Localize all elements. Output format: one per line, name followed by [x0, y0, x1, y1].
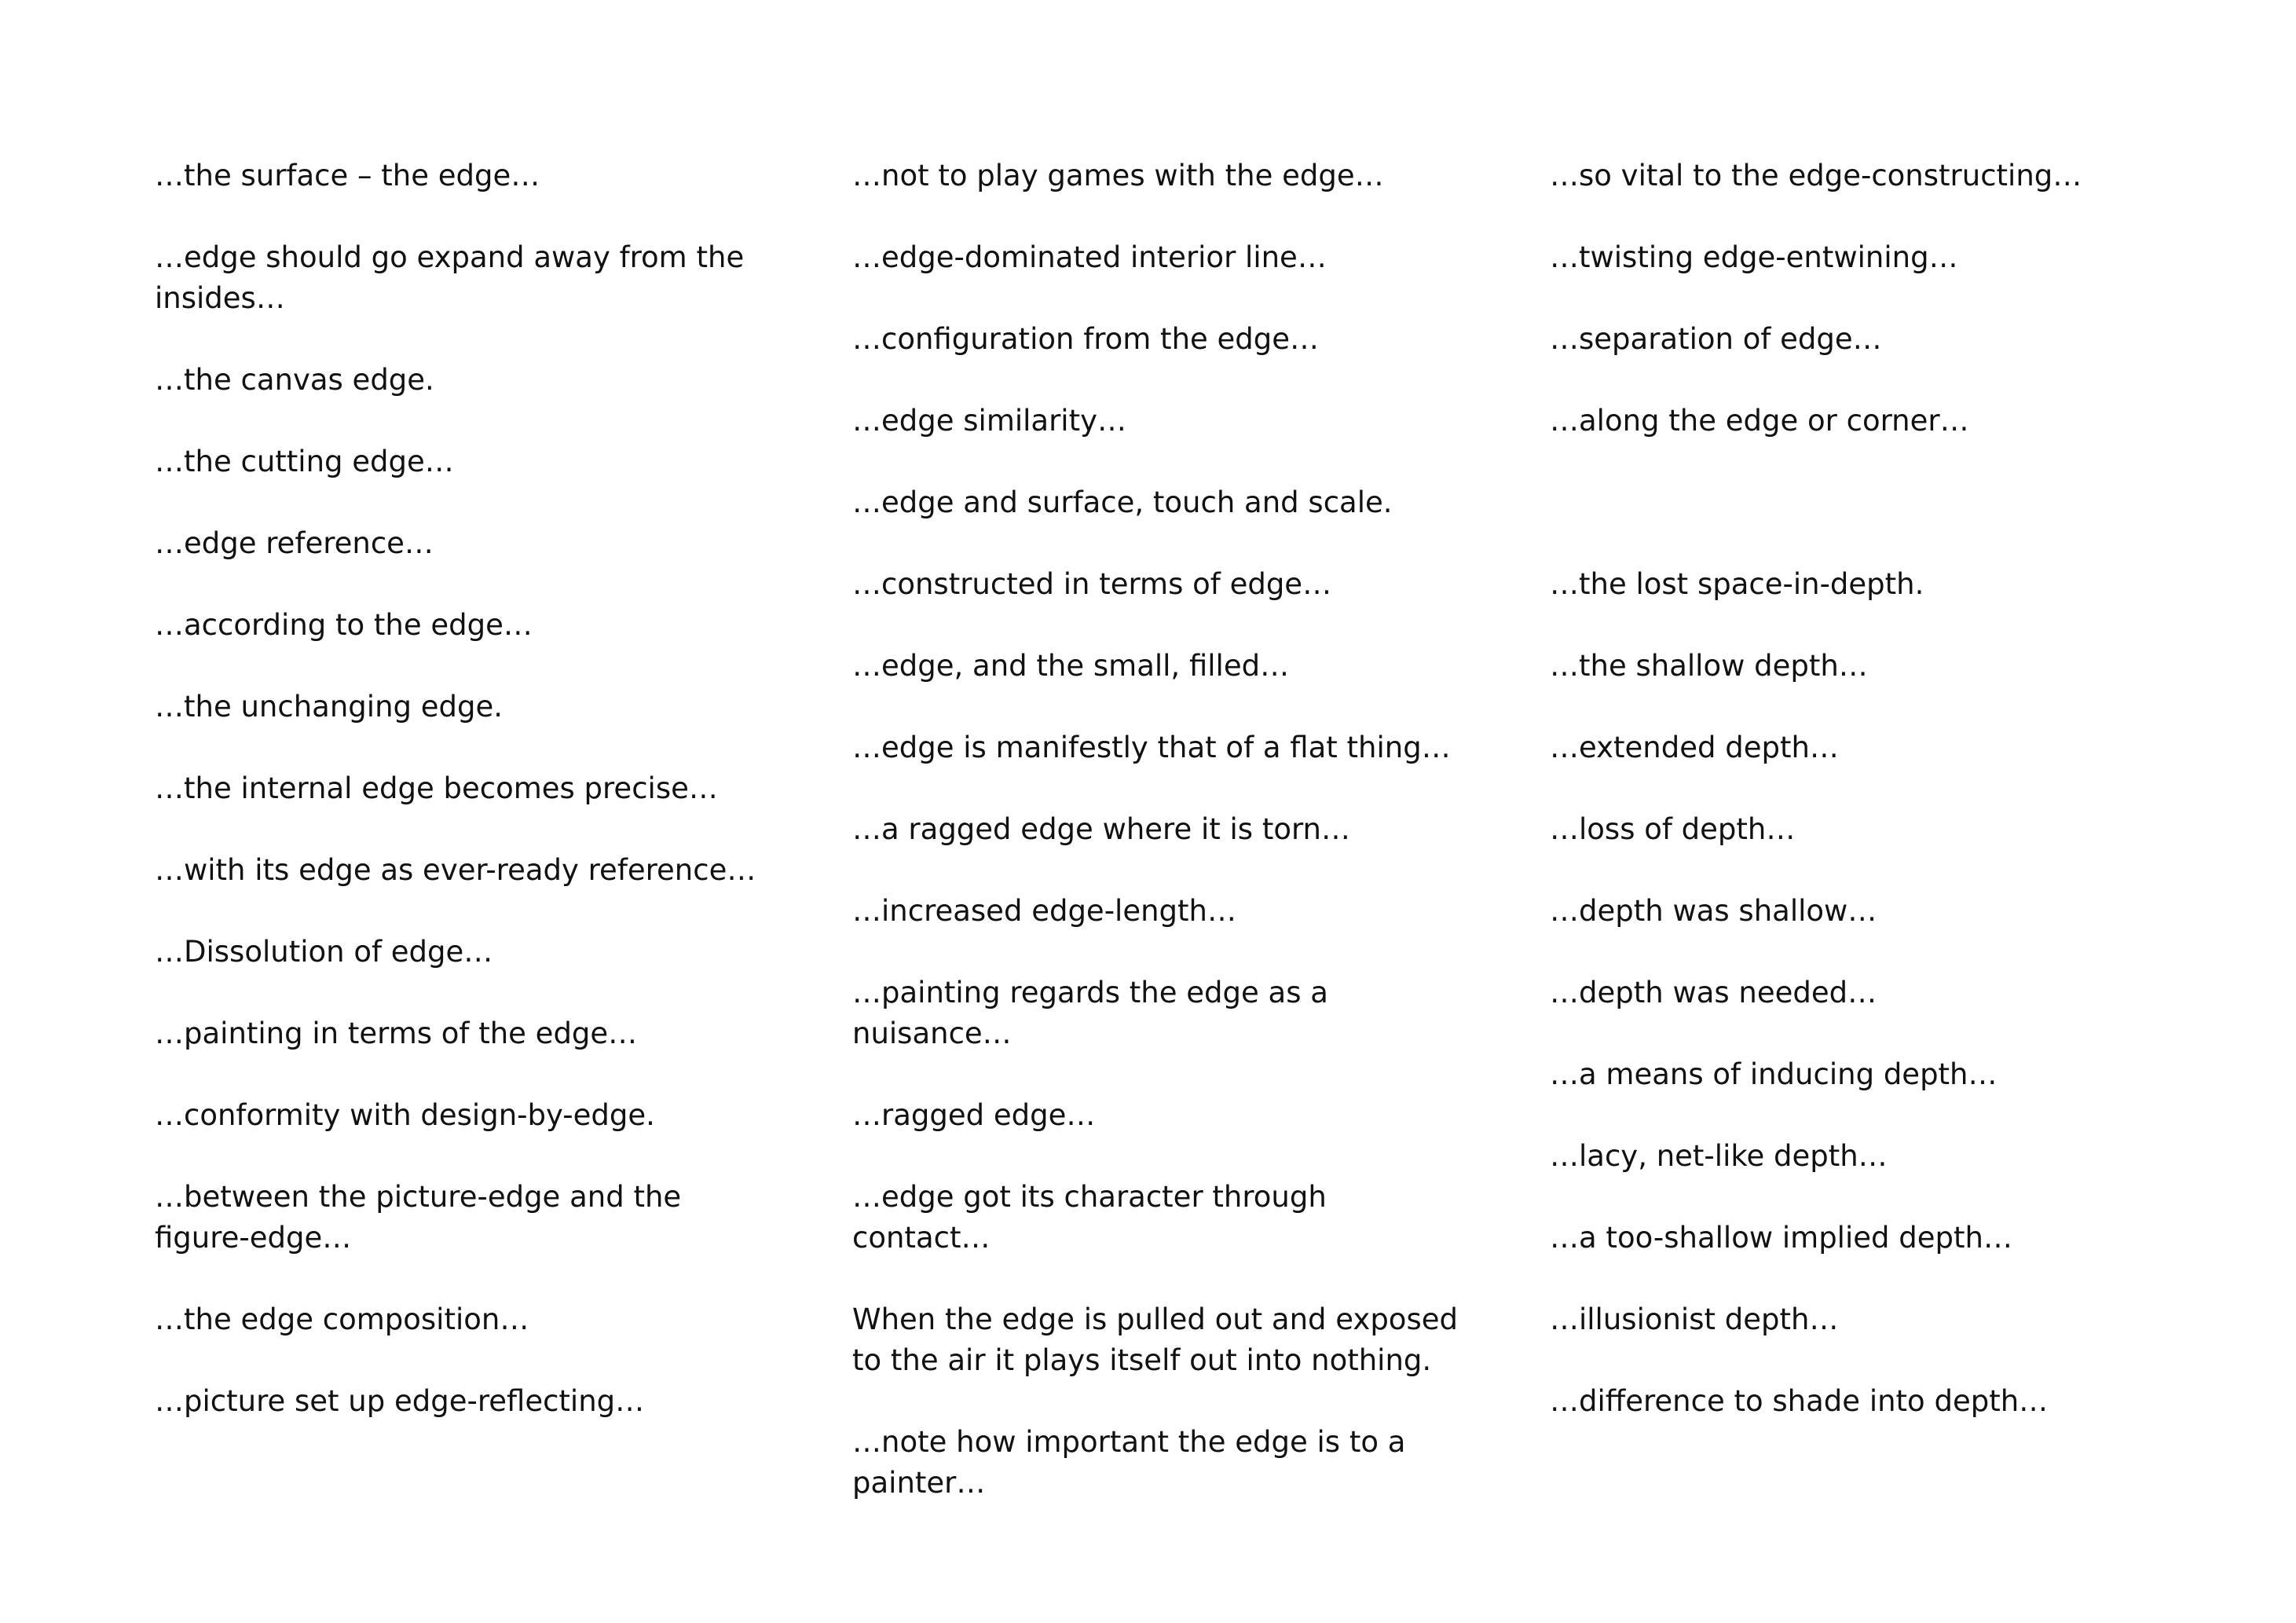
phrase-item: When the edge is pulled out and exposed to the air it plays itself out into nothing. [852, 1302, 1458, 1377]
phrase-item: …lacy, net-like depth… [1550, 1139, 1888, 1173]
phrase-item: …the cutting edge… [155, 445, 454, 478]
phrase-item: …so vital to the edge-constructing… [1550, 159, 2082, 192]
phrase-item: …conformity with design-by-edge. [155, 1098, 655, 1132]
phrase-item: …with its edge as ever-ready reference… [155, 853, 756, 887]
phrase-item: …edge-dominated interior line… [852, 240, 1327, 274]
phrase-item: …edge should go expand away from the insides… [155, 240, 745, 315]
phrase-item: …the shallow depth… [1550, 649, 1868, 683]
phrase-item: …edge got its character through contact… [852, 1180, 1327, 1255]
phrase-item: …according to the edge… [155, 608, 533, 642]
phrase-column-2 [852, 156, 1465, 1544]
phrase-item: …depth was shallow… [1550, 894, 1877, 928]
phrase-item: …painting regards the edge as a nuisance… [852, 976, 1328, 1050]
phrase-item: …difference to shade into depth… [1550, 1384, 2049, 1418]
phrase-item: …depth was needed… [1550, 976, 1877, 1009]
phrase-item: …the edge composition… [155, 1302, 529, 1336]
phrase-item: …painting in terms of the edge… [155, 1017, 638, 1050]
phrase-item: …edge reference… [155, 526, 434, 560]
phrase-item: …loss of depth… [1550, 812, 1796, 846]
phrase-item: …ragged edge… [852, 1098, 1096, 1132]
phrase-item: …a too-shallow implied depth… [1550, 1221, 2012, 1255]
phrase-column-1 [155, 156, 767, 1463]
phrase-item: …increased edge-length… [852, 894, 1236, 928]
column-gap [1550, 482, 2225, 523]
phrase-item: …configuration from the edge… [852, 322, 1320, 356]
phrase-item: …illusionist depth… [1550, 1302, 1839, 1336]
phrase-item: …not to play games with the edge… [852, 159, 1384, 192]
phrase-item: …extended depth… [1550, 731, 1839, 764]
phrase-item: …the surface – the edge… [155, 159, 540, 192]
phrase-item: …the unchanging edge. [155, 690, 504, 724]
phrase-item: …a means of inducing depth… [1550, 1057, 1998, 1091]
phrase-item: …constructed in terms of edge… [852, 567, 1332, 601]
phrase-item: …the lost space-in-depth. [1550, 567, 1924, 601]
phrase-item: …edge and surface, touch and scale. [852, 485, 1393, 519]
phrase-item: …picture set up edge-reflecting… [155, 1384, 645, 1418]
phrase-column-3 [1550, 156, 2225, 1463]
phrase-item: …along the edge or corner… [1550, 404, 1969, 438]
phrase-item: …the canvas edge. [155, 363, 434, 397]
phrase-item: …the internal edge becomes precise… [155, 771, 718, 805]
phrase-item: …a ragged edge where it is torn… [852, 812, 1350, 846]
phrase-item: …edge is manifestly that of a flat thing… [852, 731, 1451, 764]
phrase-item: …Dissolution of edge… [155, 935, 493, 969]
phrase-item: …twisting edge-entwining… [1550, 240, 1958, 274]
phrase-item: …edge similarity… [852, 404, 1126, 438]
phrase-item: …edge, and the small, filled… [852, 649, 1290, 683]
phrase-item: …note how important the edge is to a painter… [852, 1425, 1406, 1500]
phrase-item: …separation of edge… [1550, 322, 1882, 356]
phrase-item: …between the picture-edge and the figure-edge… [155, 1180, 682, 1255]
